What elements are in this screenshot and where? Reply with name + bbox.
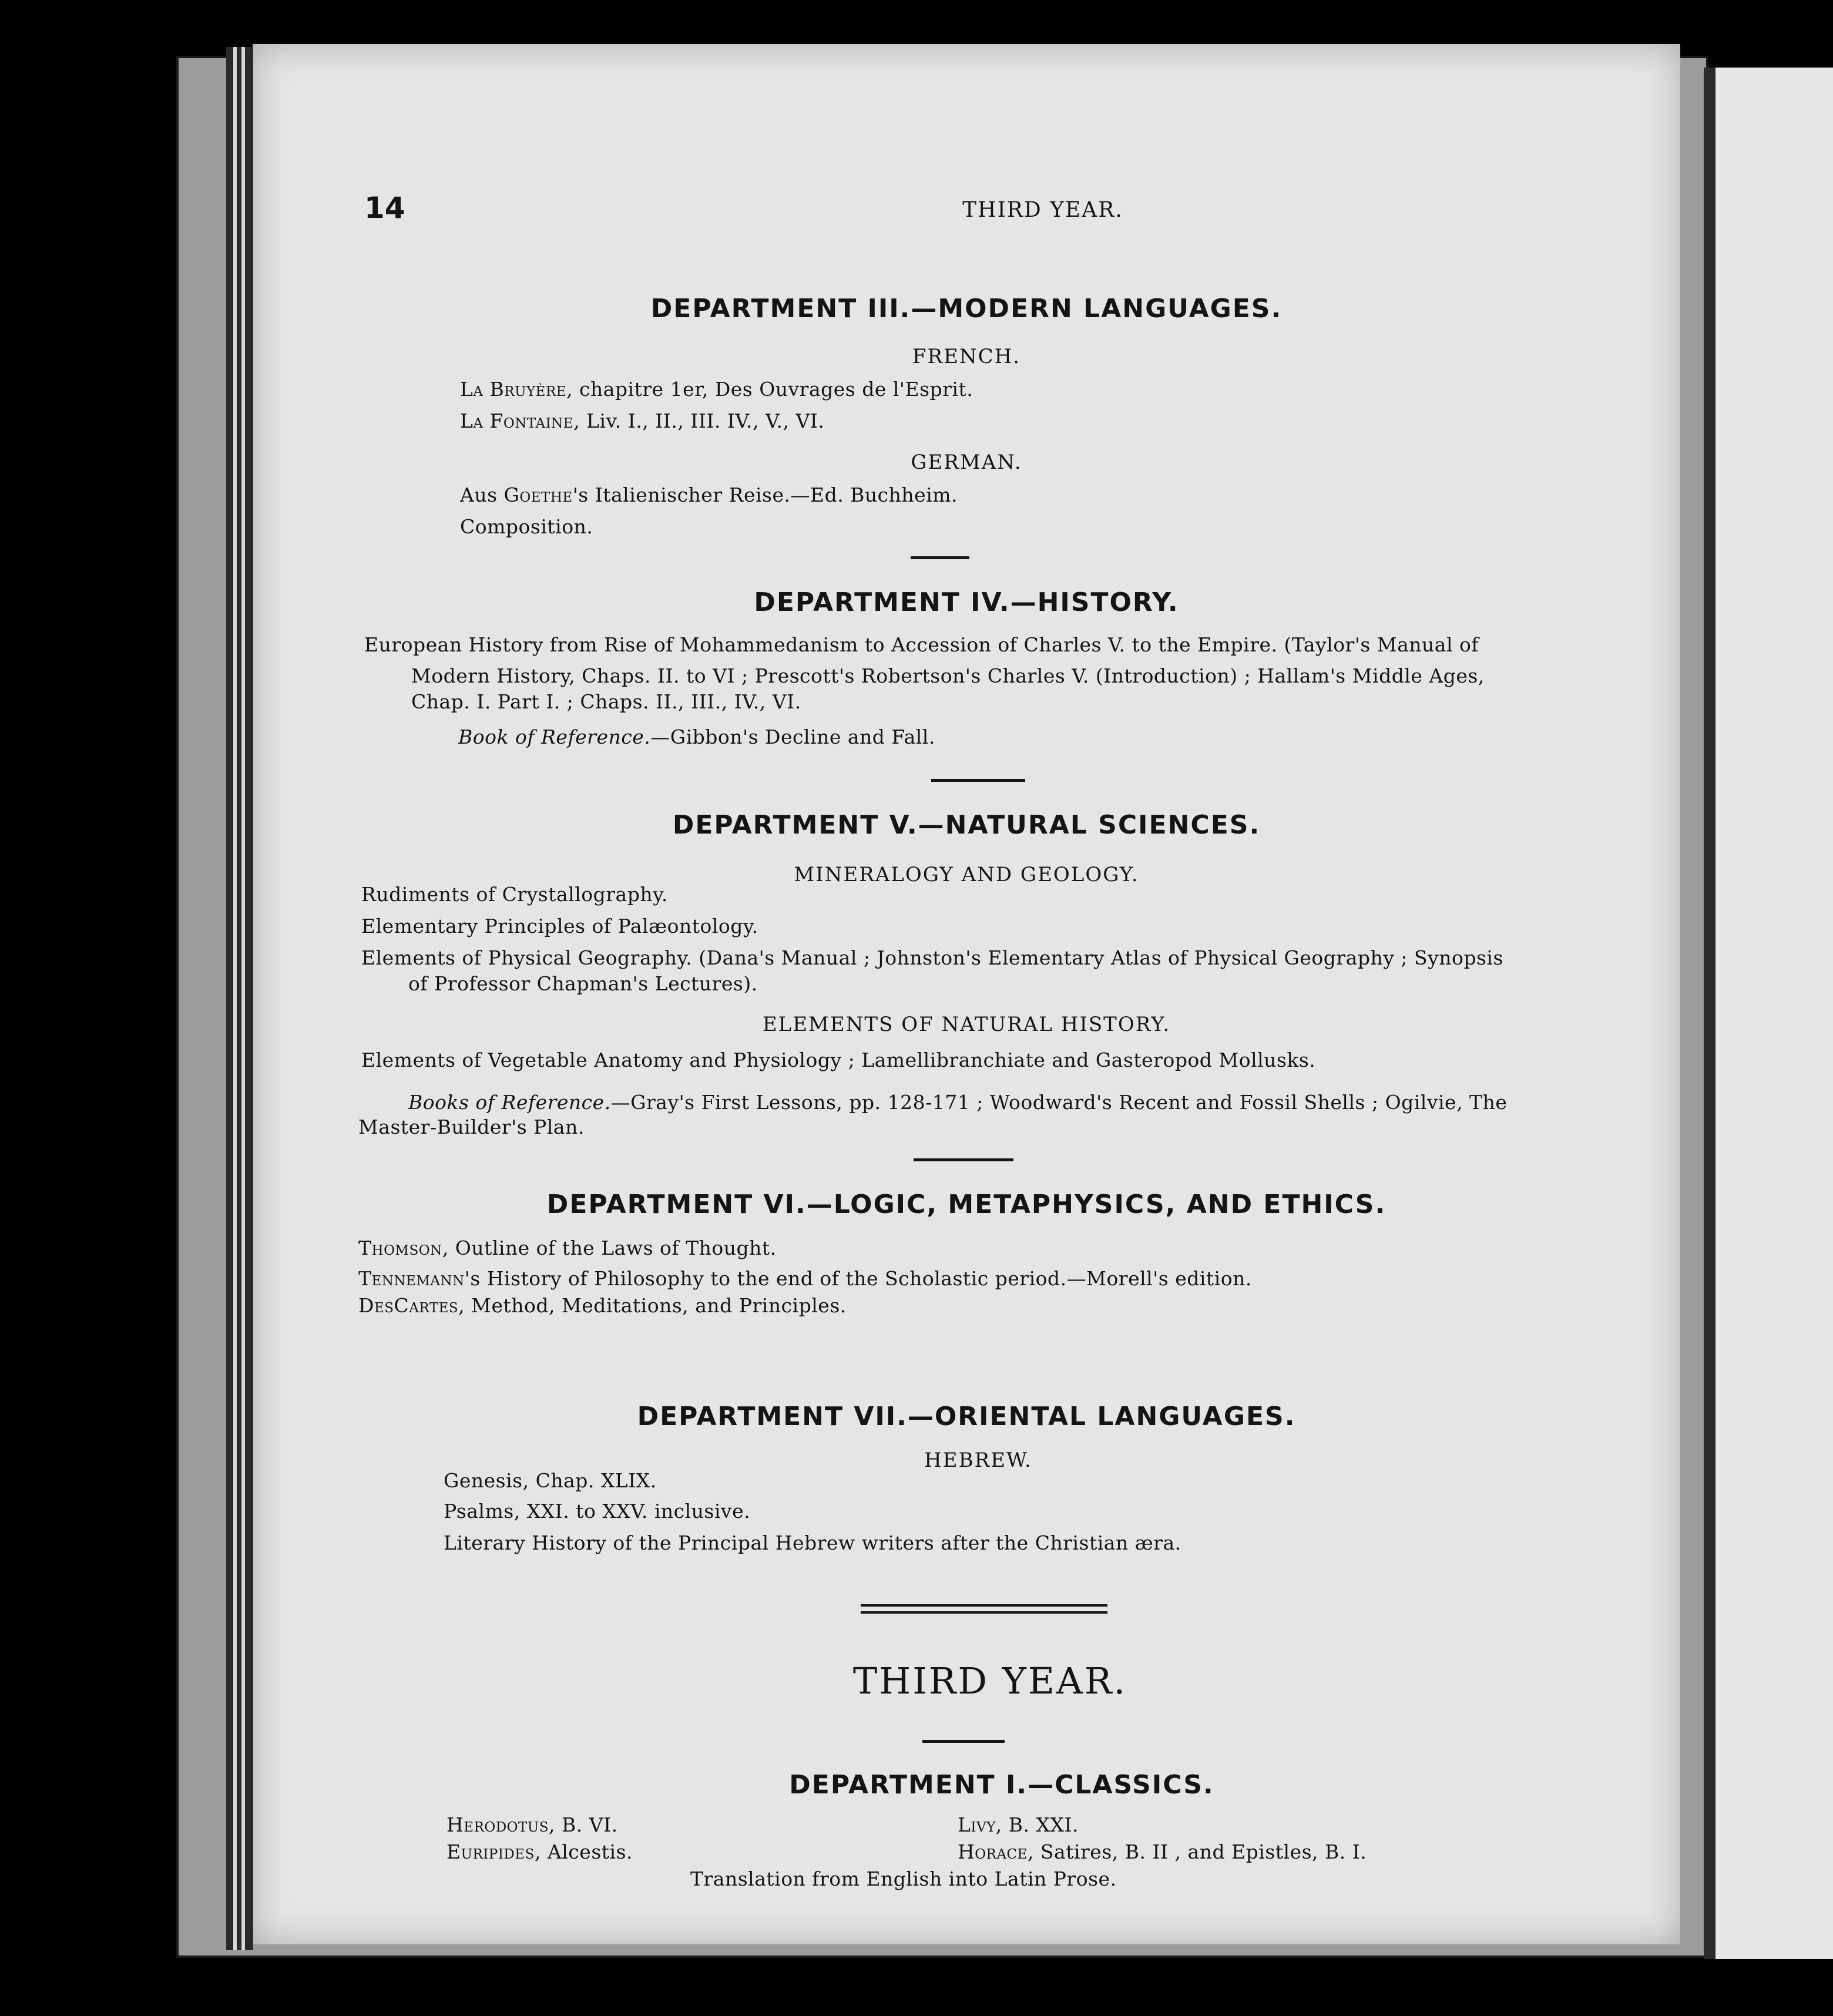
page-header xyxy=(253,191,1680,232)
author-name: Herodotus xyxy=(446,1813,549,1836)
spine-edge-line xyxy=(233,47,237,1950)
classics-line-1 xyxy=(446,1813,618,1836)
dept4-line-2: Modern History, Chaps. II. to VI ; Prescott's Robertson's Charles V. (Introduction) ; Hallam's Middle Ages, xyxy=(411,664,1485,687)
dept4-title: DEPARTMENT IV.—HISTORY. xyxy=(754,587,1179,617)
line-text: Aus xyxy=(460,483,504,506)
dept4-line-1: European History from Rise of Mohammedanism to Accession of Charles V. to the Empire. (Taylor's Manual of xyxy=(364,633,1479,656)
dept5-subheading-2: ELEMENTS OF NATURAL HISTORY. xyxy=(762,1013,1171,1036)
line-text: , B. XXI. xyxy=(995,1813,1079,1836)
reference-label: Book of Reference. xyxy=(458,725,651,748)
classics-line-5: Translation from English into Latin Prose. xyxy=(690,1867,1117,1890)
dept5-reference-cont: Master-Builder's Plan. xyxy=(358,1115,585,1138)
section-rule xyxy=(931,779,1025,782)
line-text: , Outline of the Laws of Thought. xyxy=(442,1237,777,1259)
section-rule xyxy=(914,1158,1013,1161)
dept5-line-2: Elementary Principles of Palæontology. xyxy=(361,915,758,938)
dept7-line-3: Literary History of the Principal Hebrew writers after the Christian æra. xyxy=(444,1531,1181,1554)
author-name: Thomson xyxy=(358,1237,442,1259)
reference-label: Books of Reference. xyxy=(408,1091,611,1114)
line-text: —Gray's First Lessons, pp. 128-171 ; Woodward's Recent and Fossil Shells ; Ogilvie, The xyxy=(610,1091,1508,1114)
author-name: Horace xyxy=(958,1840,1028,1863)
dept7-subheading: HEBREW. xyxy=(924,1449,1032,1472)
dept5-line-3: Elements of Physical Geography. (Dana's Manual ; Johnston's Elementary Atlas of Physical Geography ; Synopsis xyxy=(361,946,1503,969)
dept5-line-4: of Professor Chapman's Lectures). xyxy=(408,972,758,995)
dept6-line-1 xyxy=(358,1237,777,1259)
third-year-heading: THIRD YEAR. xyxy=(852,1659,1127,1702)
classics-line-4 xyxy=(958,1840,1367,1863)
line-text: , chapitre 1er, Des Ouvrages de l'Esprit. xyxy=(566,378,973,401)
line-text: 's Italienischer Reise.—Ed. Buchheim. xyxy=(572,483,958,506)
dept7-title: DEPARTMENT VII.—ORIENTAL LANGUAGES. xyxy=(637,1402,1296,1432)
dept3-french-line-1 xyxy=(460,378,973,401)
spine-edge-line xyxy=(241,47,245,1950)
classics-line-3 xyxy=(958,1813,1079,1836)
page-number: 14 xyxy=(364,191,405,225)
facing-page xyxy=(1716,68,1833,1959)
dept5-title: DEPARTMENT V.—NATURAL SCIENCES. xyxy=(672,810,1261,840)
author-name: Euripides xyxy=(446,1840,535,1863)
dept3-german-line-2: Composition. xyxy=(460,515,593,538)
author-name: La Bruyère xyxy=(460,378,567,401)
section-rule xyxy=(922,1740,1005,1743)
dept3-german-line-1 xyxy=(460,483,958,506)
line-text: , B. VI. xyxy=(549,1813,618,1836)
line-text: , Satires, B. II , and Epistles, B. I. xyxy=(1027,1840,1367,1863)
author-name: Goethe xyxy=(503,483,573,506)
line-text: , Liv. I., II., III. IV., V., VI. xyxy=(573,409,825,432)
author-name: Tennemann xyxy=(358,1267,465,1290)
line-text: 's History of Philosophy to the end of the Scholastic period.—Morell's edition. xyxy=(464,1267,1252,1290)
dept3-french-line-2 xyxy=(460,409,824,432)
dept6-line-2 xyxy=(358,1267,1252,1290)
dept5-reference xyxy=(408,1091,1507,1114)
dept4-reference xyxy=(458,725,935,748)
dept7-line-2: Psalms, XXI. to XXV. inclusive. xyxy=(444,1500,751,1523)
line-text: , Method, Meditations, and Principles. xyxy=(458,1294,847,1317)
author-name: La Fontaine xyxy=(460,409,574,432)
running-head: THIRD YEAR. xyxy=(962,198,1123,222)
dept5-line-5: Elements of Vegetable Anatomy and Physiology ; Lamellibranchiate and Gasteropod Mollusks. xyxy=(361,1049,1316,1071)
book-spine xyxy=(226,47,253,1950)
author-name: Livy xyxy=(958,1813,996,1836)
dept5-subheading-1: MINERALOGY AND GEOLOGY. xyxy=(794,863,1139,886)
double-rule-top xyxy=(861,1604,1107,1607)
dept3-title: DEPARTMENT III.—MODERN LANGUAGES. xyxy=(650,294,1283,324)
dept3-french-heading: FRENCH. xyxy=(912,345,1021,368)
classics-title: DEPARTMENT I.—CLASSICS. xyxy=(789,1770,1214,1800)
book-page xyxy=(253,44,1680,1944)
dept4-line-3: Chap. I. Part I. ; Chaps. II., III., IV., VI. xyxy=(411,690,801,713)
line-text: , Alcestis. xyxy=(534,1840,633,1863)
double-rule-bottom xyxy=(861,1611,1107,1614)
author-name: DesCartes xyxy=(358,1294,459,1317)
classics-line-2 xyxy=(446,1840,633,1863)
line-text: —Gibbon's Decline and Fall. xyxy=(650,725,935,748)
dept7-line-1: Genesis, Chap. XLIX. xyxy=(444,1469,657,1492)
dept6-title: DEPARTMENT VI.—LOGIC, METAPHYSICS, AND ETHICS. xyxy=(546,1190,1386,1219)
dept6-line-3 xyxy=(358,1294,847,1317)
section-rule xyxy=(911,556,969,559)
dept3-german-heading: GERMAN. xyxy=(911,451,1022,474)
dept5-line-1: Rudiments of Crystallography. xyxy=(361,883,668,906)
gutter-shadow xyxy=(1704,68,1717,1959)
